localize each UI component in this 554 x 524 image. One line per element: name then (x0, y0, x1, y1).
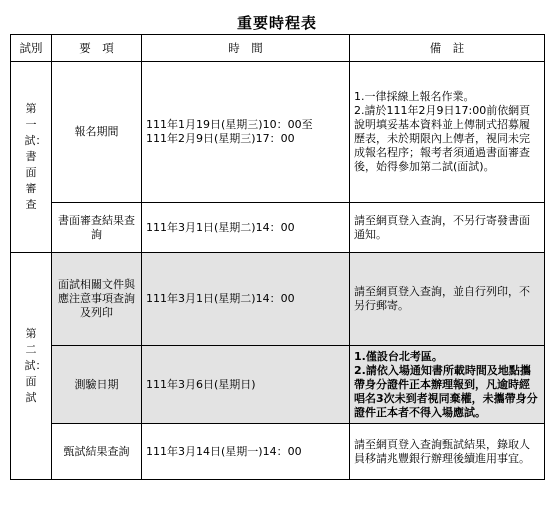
stage-first-label: 第一試：書面審查 (24, 102, 47, 211)
table-header-row (11, 35, 545, 62)
row-item: 書面審查結果查詢 (52, 203, 142, 253)
time-line: 111年3月6日(星期日) (146, 377, 256, 391)
table-row (11, 62, 545, 203)
table-row (11, 424, 545, 480)
row-note (350, 346, 545, 424)
table-row (11, 346, 545, 424)
note-line: 1.僅設台北考區。 (354, 349, 443, 363)
row-note (350, 253, 545, 346)
row-time (142, 203, 350, 253)
table-row (11, 253, 545, 346)
stage-second (11, 253, 52, 480)
note-line: 1.一律採線上報名作業。 (354, 90, 475, 103)
row-note (350, 62, 545, 203)
row-note (350, 424, 545, 480)
row-time (142, 253, 350, 346)
schedule-table (10, 34, 545, 480)
stage-second-label: 第二試：面試 (24, 327, 47, 404)
note-line: 請至網頁登入查詢甄試結果，錄取人員移請兆豐銀行辦理後續進用事宜。 (354, 437, 530, 465)
row-item: 報名期間 (52, 62, 142, 203)
row-time (142, 424, 350, 480)
row-item: 面試相關文件與應注意事項查詢及列印 (52, 253, 142, 346)
time-line: 111年3月14日(星期一)14：00 (146, 444, 302, 458)
table-row (11, 203, 545, 253)
note-line: 請至網頁登入查詢，不另行寄發書面通知。 (354, 213, 530, 241)
page-title: 重要時程表 (236, 14, 317, 32)
note-line: 2.請依入場通知書所載時間及地點攜帶身分證件正本辦理報到，凡逾時經唱名3次未到者視同棄權，未攜帶身分證件正本者不得入場應試。 (354, 363, 538, 419)
time-line: 111年2月9日(星期三)17：00 (146, 132, 295, 145)
time-line: 111年1月19日(星期三)10：00至 (146, 118, 313, 131)
note-line: 2.請於111年2月9日17:00前依網頁說明填妥基本資料並上傳制式招募履歷表，未於期限內上傳者，視同未完成報名程序；報考者須通過書面審查後，始得參加第二試(面試)。 (354, 104, 531, 173)
row-item: 甄試結果查詢 (52, 424, 142, 480)
header-item: 要 項 (52, 35, 142, 62)
header-stage: 試別 (11, 35, 52, 62)
row-item: 測驗日期 (52, 346, 142, 424)
row-time (142, 346, 350, 424)
time-line: 111年3月1日(星期二)14：00 (146, 220, 295, 234)
row-note (350, 203, 545, 253)
note-line: 請至網頁登入查詢，並自行列印，不另行郵寄。 (354, 285, 530, 312)
row-time (142, 62, 350, 203)
header-note: 備 註 (350, 35, 545, 62)
time-line: 111年3月1日(星期二)14：00 (146, 292, 295, 305)
stage-first (11, 62, 52, 253)
header-time: 時 間 (142, 35, 350, 62)
